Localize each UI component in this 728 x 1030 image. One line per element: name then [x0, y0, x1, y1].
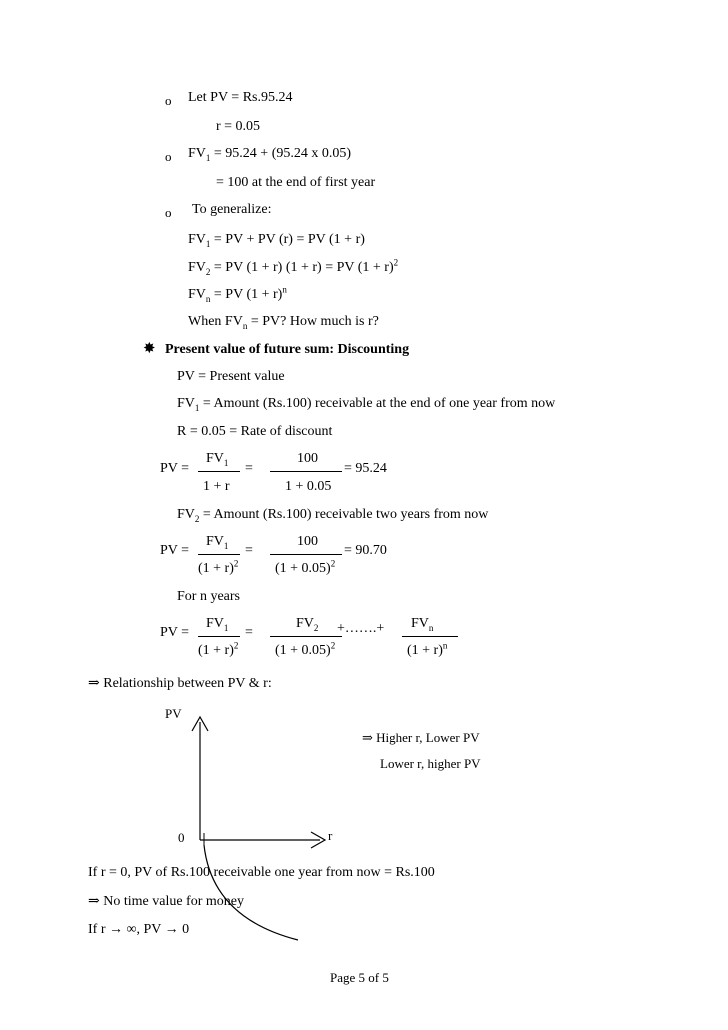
origin-label: 0 [178, 830, 185, 845]
eq3-den1: $(1 + r)^2$ [198, 640, 239, 658]
generalize-line: To generalize: [192, 202, 272, 217]
fraction-bar [198, 471, 240, 472]
fv2-definition: $FV_2$ = Amount (Rs.100) receivable two years from now [177, 507, 489, 524]
fv1-formula: $FV_1$ = PV + PV (r) = PV (1 + r) [188, 232, 365, 249]
eq2-lhs: PV = [160, 543, 190, 558]
eq2-result: = 90.70 [344, 543, 387, 558]
eq2-num1: $FV_1$ [206, 534, 229, 551]
no-time-value-statement: ⇒ No time value for money [88, 894, 244, 909]
fv1-definition: $FV_1$ = Amount (Rs.100) receivable at the end of one year from now [177, 396, 556, 413]
eq1-den1: 1 + r [203, 479, 230, 494]
let-pv-line: Let PV = Rs.95.24 [188, 90, 293, 105]
eq3-den3: $(1 + r)^n$ [407, 640, 448, 658]
infinite-rate-statement: If r → ∞, PV → 0 [88, 922, 190, 937]
circle-bullet-icon: o [165, 93, 172, 108]
graph-note-higher: ⇒ Higher r, Lower PV [362, 730, 480, 745]
eq3-den2: $(1 + 0.05)^2$ [275, 640, 336, 658]
fv2-formula: $FV_2$ = PV (1 + r) (1 + r) = PV $(1 + r)^2$ [188, 257, 399, 277]
eq1-result: = 95.24 [344, 461, 387, 476]
x-axis-label: r [328, 828, 333, 843]
zero-rate-statement: If r = 0, PV of Rs.100 receivable one year from now = Rs.100 [88, 865, 435, 880]
fraction-bar [402, 636, 458, 637]
fv1-calc-line: $FV_1 = 95.24 + (95.24$ x 0.05) [188, 146, 352, 163]
fraction-bar [270, 554, 342, 555]
relationship-heading: ⇒ Relationship between PV & r: [88, 676, 272, 691]
rate-definition: R = 0.05 = Rate of discount [177, 424, 333, 439]
fraction-bar [198, 636, 240, 637]
eq3-num2: $FV_2$ [296, 616, 319, 633]
eq3-num1: $FV_1$ [206, 616, 229, 633]
eq2-den1: $(1 + r)^2$ [198, 558, 239, 576]
eq3-lhs: PV = [160, 625, 190, 640]
eq3-equals: = [245, 625, 253, 640]
for-n-years: For n years [177, 589, 240, 604]
fv1-result-line: = 100 at the end of first year [216, 175, 376, 190]
pv-curve [204, 845, 298, 940]
eq1-num1: $FV_1$ [206, 451, 229, 468]
section-heading: Present value of future sum: Discounting [165, 342, 410, 357]
eq1-num2: 100 [297, 451, 318, 466]
fraction-bar [270, 471, 342, 472]
eq3-ellipsis: +…….+ [337, 621, 385, 636]
fraction-bar [270, 636, 342, 637]
question-line: When $FV_n$ = PV? How much is r? [188, 314, 379, 331]
eq3-num3: $FV_n$ [411, 616, 434, 633]
pv-definition: PV = Present value [177, 369, 285, 384]
y-axis-label: PV [165, 706, 182, 721]
circle-bullet-icon: o [165, 149, 172, 164]
eq1-lhs: PV = [160, 461, 190, 476]
eq1-equals: = [245, 461, 253, 476]
graph-note-lower: Lower r, higher PV [380, 756, 481, 771]
eq2-num2: 100 [297, 534, 318, 549]
x-axis-arrow-icon [311, 832, 325, 848]
eq2-equals: = [245, 543, 253, 558]
rate-line: r = 0.05 [216, 119, 261, 134]
eq2-den2: $(1 + 0.05)^2$ [275, 558, 336, 576]
page-number: Page 5 of 5 [330, 970, 389, 985]
eq1-den2: 1 + 0.05 [285, 479, 332, 494]
star-bullet-icon: ✸ [143, 341, 156, 357]
y-axis-arrow-icon [192, 717, 208, 731]
circle-bullet-icon: o [165, 205, 172, 220]
fvn-formula: $FV_n$ = PV $(1 + r)^n$ [188, 284, 287, 304]
fraction-bar [198, 554, 240, 555]
